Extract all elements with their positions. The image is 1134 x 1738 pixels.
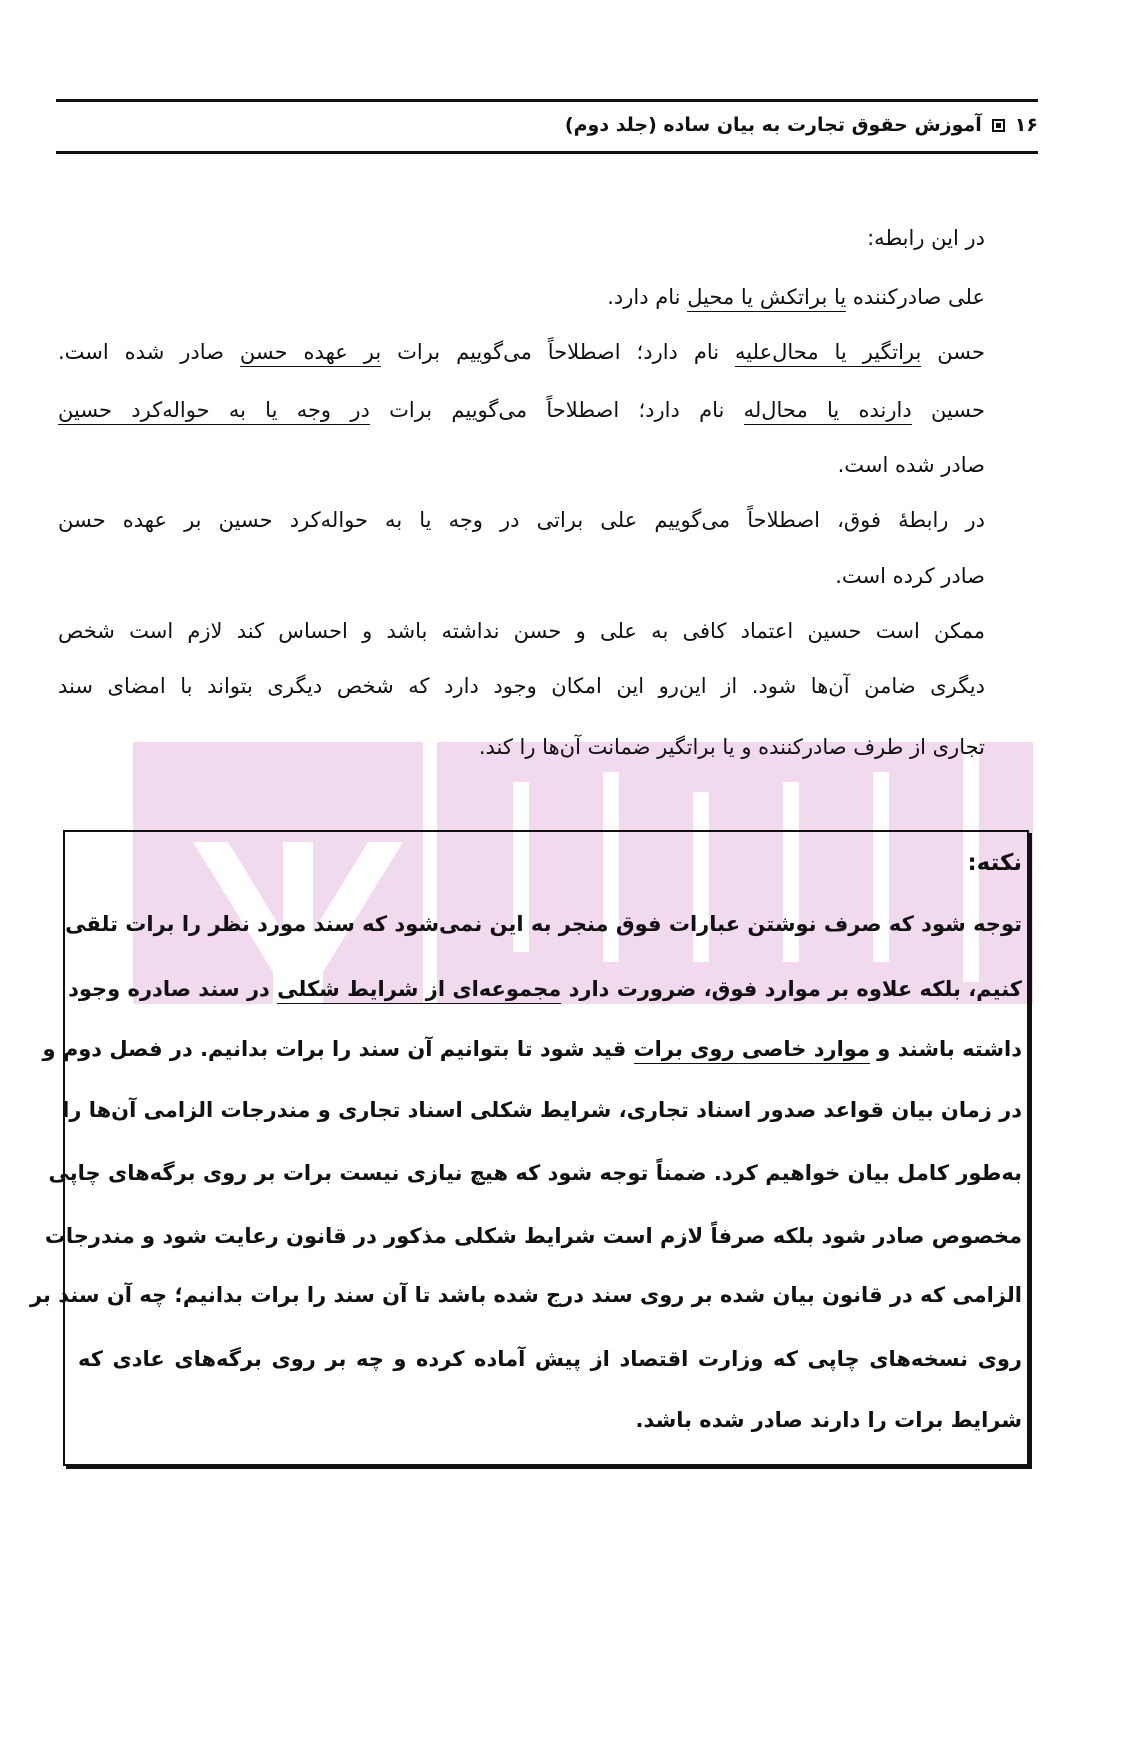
text-segment: قید شود تا بتوانیم آن سند را برات بدانیم. در فصل دوم و (42, 1037, 634, 1061)
text-line (78, 1400, 1022, 1440)
text-segment: علی صادرکننده (846, 285, 985, 309)
text-segment: نام دارد. (607, 285, 688, 309)
underlined-term: موارد خاصی روی برات (634, 1037, 870, 1064)
text-segment: تجاری از طرف صادرکننده و یا براتگیر ضمانت آن‌ها را کند. (478, 735, 985, 759)
text-segment: توجه شود که صرف نوشتن عبارات فوق منجر به این نمی‌شود که سند مورد نظر را برات تلقی (65, 912, 1022, 936)
text-segment: صادر کرده است. (835, 564, 985, 588)
text-line (58, 611, 985, 651)
text-line (58, 500, 985, 540)
underlined-term: در وجه یا به حواله‌کرد حسین (58, 398, 370, 425)
text-segment: دیگری ضامن آن‌ها شود. از این‌رو این امکان وجود دارد که شخص دیگری بتواند با امضای سند (58, 674, 985, 698)
text-segment: در سند صادره وجود (68, 977, 278, 1001)
text-line (42, 1029, 1022, 1069)
page-number: ۱۶ (1014, 114, 1038, 136)
underlined-term: یا براتکش یا محیل (687, 285, 846, 312)
text-line (48, 1153, 1022, 1193)
text-line (58, 556, 985, 596)
text-segment: مخصوص صادر شود بلکه صرفاً لازم است شرایط شکلی مذکور در قانون رعایت شود و مندرجات (44, 1224, 1022, 1248)
text-line (58, 666, 985, 706)
text-line (78, 1339, 1022, 1379)
text-segment: به‌طور کامل بیان خواهیم کرد. ضمناً توجه شود که هیچ نیازی نیست برات بر روی برگه‌های چاپی (48, 1161, 1022, 1185)
text-segment: شرایط برات را دارند صادر شده باشد. (635, 1408, 1022, 1432)
text-segment: صادر شده است. (58, 340, 240, 364)
text-segment: ممکن است حسین اعتماد کافی به علی و حسن نداشته باشد و احساس کند لازم است شخص (58, 619, 985, 643)
text-line (65, 904, 1022, 944)
text-segment: نام دارد؛ اصطلاحاً می‌گوییم برات (381, 340, 736, 364)
text-line (58, 332, 985, 372)
text-segment: صادر شده است. (837, 453, 985, 477)
square-bullet-icon (992, 119, 1005, 132)
text-line (44, 1216, 1022, 1256)
text-segment: کنیم، بلکه علاوه بر موارد فوق، ضرورت دارد (561, 977, 1022, 1001)
text-line (68, 969, 1022, 1009)
text-segment: در زمان بیان قواعد صدور اسناد تجاری، شرایط شکلی اسناد تجاری و مندرجات الزامی آن‌ها را (62, 1098, 1022, 1122)
text-line (62, 1090, 1022, 1130)
underlined-term: بر عهده حسن (240, 340, 381, 367)
text-segment: حسین (911, 398, 985, 422)
underlined-term: دارنده یا محال‌له (744, 398, 912, 425)
book-title: آموزش حقوق تجارت به بیان ساده (جلد دوم) (564, 114, 982, 136)
text-line (58, 218, 985, 258)
text-segment: داشته باشند و (869, 1037, 1022, 1061)
underlined-term: براتگیر یا محال‌علیه (735, 340, 921, 367)
text-segment: نام دارد؛ اصطلاحاً می‌گوییم برات (369, 398, 744, 422)
text-segment: حسن (921, 340, 985, 364)
text-line (58, 727, 985, 767)
text-line (29, 1275, 1022, 1315)
text-segment: الزامی که در قانون بیان شده بر روی سند درج شده باشد تا آن سند را برات بدانیم؛ چه آن سند بر (29, 1283, 1022, 1307)
text-line (58, 277, 985, 317)
text-line (58, 390, 985, 430)
underlined-term: مجموعه‌ای از شرایط شکلی (277, 977, 561, 1004)
header-bottom-rule (56, 151, 1038, 154)
text-segment: در رابطهٔ فوق، اصطلاحاً می‌گوییم علی براتی در وجه یا به حواله‌کرد حسین بر عهده حسن (58, 508, 985, 532)
text-line (58, 445, 985, 485)
text-segment: روی نسخه‌های چاپی که وزارت اقتصاد از پیش آماده کرده و چه بر روی برگه‌های عادی که (78, 1347, 1022, 1371)
running-header (56, 100, 1038, 150)
text-segment: در این رابطه: (867, 226, 985, 250)
note-title: نکته: (967, 850, 1022, 876)
